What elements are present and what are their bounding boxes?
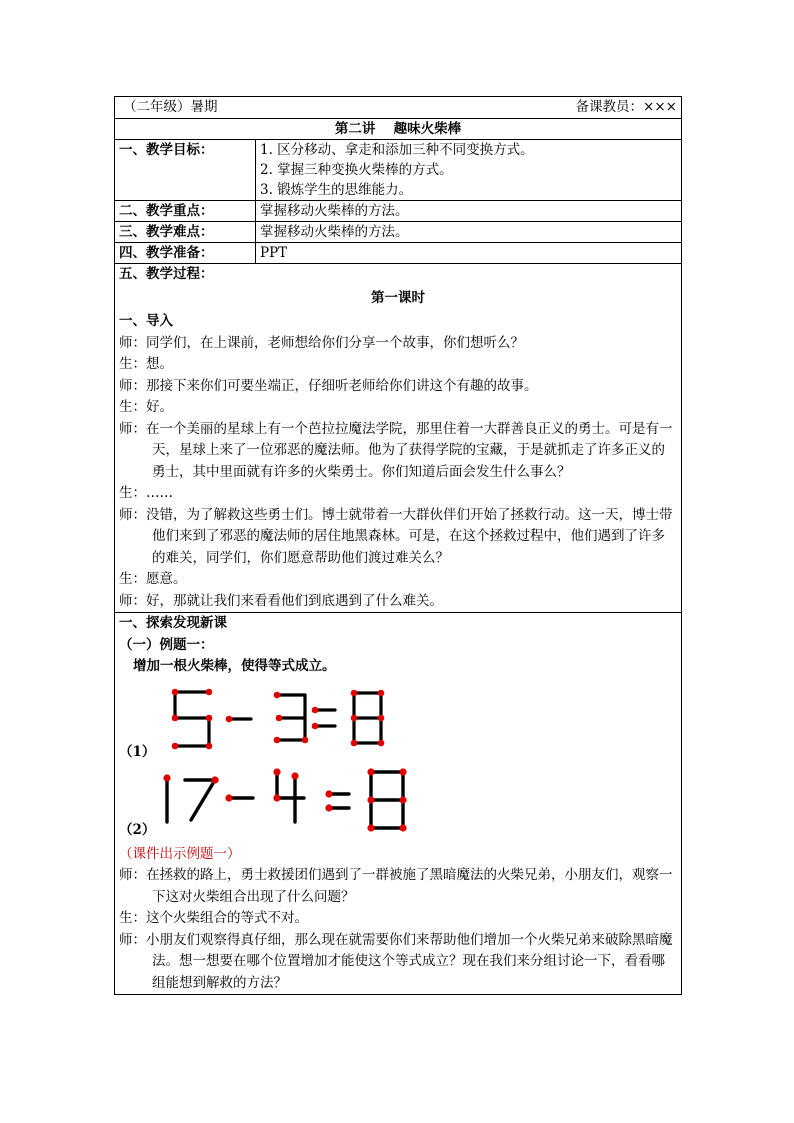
example-instruction: 增加一根火柴棒，使得等式成立。 bbox=[133, 658, 336, 674]
difficulty-value: 掌握移动火柴棒的方法。 bbox=[260, 224, 409, 240]
dialogue-line: 师：那接下来你们可要坐端正，仔细听老师给你们讲这个有趣的故事。 bbox=[119, 377, 538, 394]
prep-value: PPT bbox=[260, 245, 288, 261]
period-title: 第一课时 bbox=[371, 289, 425, 306]
key-point-label: 二、教学重点： bbox=[119, 203, 214, 219]
explore-heading: 一、探索发现新课 bbox=[119, 615, 227, 631]
equation-1-label: （1） bbox=[119, 743, 156, 760]
header-row bbox=[115, 97, 682, 119]
dialogue-line: 生：…… bbox=[119, 485, 173, 501]
process-label: 五、教学过程： bbox=[119, 266, 214, 282]
example-title: （一）例题一： bbox=[119, 636, 214, 653]
dialogue-line: 师：小朋友们观察得真仔细，那么现在就需要你们来帮助他们增加一个火柴兄弟来破除黑暗魔法。想一想要在哪个位置增加才能使这个等式成立？现在我们来分组讨论一下，看看哪组能想到解救的方法？ bbox=[119, 931, 673, 991]
goals-label: 一、教学目标： bbox=[119, 142, 214, 158]
lesson-plan-sheet bbox=[114, 96, 681, 995]
explore-row bbox=[115, 613, 682, 995]
prep-row bbox=[115, 243, 682, 264]
dialogue-line: 生：这个火柴组合的等式不对。 bbox=[119, 910, 308, 926]
dialogue-line: 师：在一个美丽的星球上有一个芭拉拉魔法学院，那里住着一大群善良正义的勇士。可是有一天，星球上来了一位邪恶的魔法师。他为了获得学院的宝藏，于是就抓走了许多正义的勇士，其中里面就有许多的火柴勇士。你们知道后面会发生什么事么？ bbox=[119, 420, 673, 480]
goal-item: 1. 区分移动、拿走和添加三种不同变换方式。 bbox=[260, 142, 534, 158]
key-point-value: 掌握移动火柴棒的方法。 bbox=[260, 203, 409, 219]
goals-row bbox=[115, 140, 682, 201]
prep-label: 四、教学准备： bbox=[119, 245, 214, 261]
teacher-label: 备课教员：××× bbox=[575, 99, 677, 115]
goal-item: 2. 掌握三种变换火柴棒的方式。 bbox=[260, 162, 453, 178]
grade-label: （二年级）暑期 bbox=[123, 99, 218, 115]
equation-2-label: （2） bbox=[119, 821, 156, 838]
goal-item: 3. 锻炼学生的思维能力。 bbox=[260, 182, 413, 198]
dialogue-line: 师：好，那就让我们来看看他们到底遇到了什么难关。 bbox=[119, 592, 443, 609]
process-row bbox=[115, 264, 682, 613]
courseware-note: （课件出示例题一） bbox=[119, 845, 241, 862]
difficulty-label: 三、教学难点： bbox=[119, 224, 214, 240]
dialogue-line: 师：没错，为了解救这些勇士们。博士就带着一大群伙伴们开始了拯救行动。这一天，博士带他们来到了邪恶的魔法师的居住地黑森林。可是，在这个拯救过程中，他们遇到了许多的难关，同学们，你们愿意帮助他们渡过难关么？ bbox=[119, 506, 673, 566]
equation-1-block bbox=[119, 678, 677, 766]
dialogue-line: 师：在拯救的路上，勇士救援团们遇到了一群被施了黑暗魔法的火柴兄弟，小朋友们，观察一下这对火柴组合出现了什么问题？ bbox=[119, 867, 673, 905]
dialogue-line: 生：愿意。 bbox=[119, 571, 187, 587]
dialogue-line: 生：想。 bbox=[119, 356, 173, 372]
difficulty-row bbox=[115, 222, 682, 243]
lesson-title: 第二讲 趣味火柴棒 bbox=[334, 121, 462, 137]
lesson-plan-table bbox=[114, 96, 682, 995]
title-row bbox=[115, 119, 682, 140]
equation-1-matchsticks bbox=[159, 678, 419, 766]
key-point-row bbox=[115, 201, 682, 222]
intro-heading: 一、导入 bbox=[119, 313, 173, 329]
dialogue-line: 生：好。 bbox=[119, 399, 173, 415]
equation-2-block bbox=[119, 766, 677, 844]
dialogue-line: 师：同学们，在上课前，老师想给你们分享一个故事，你们想听么？ bbox=[119, 334, 524, 351]
equation-2-matchsticks bbox=[149, 766, 449, 844]
